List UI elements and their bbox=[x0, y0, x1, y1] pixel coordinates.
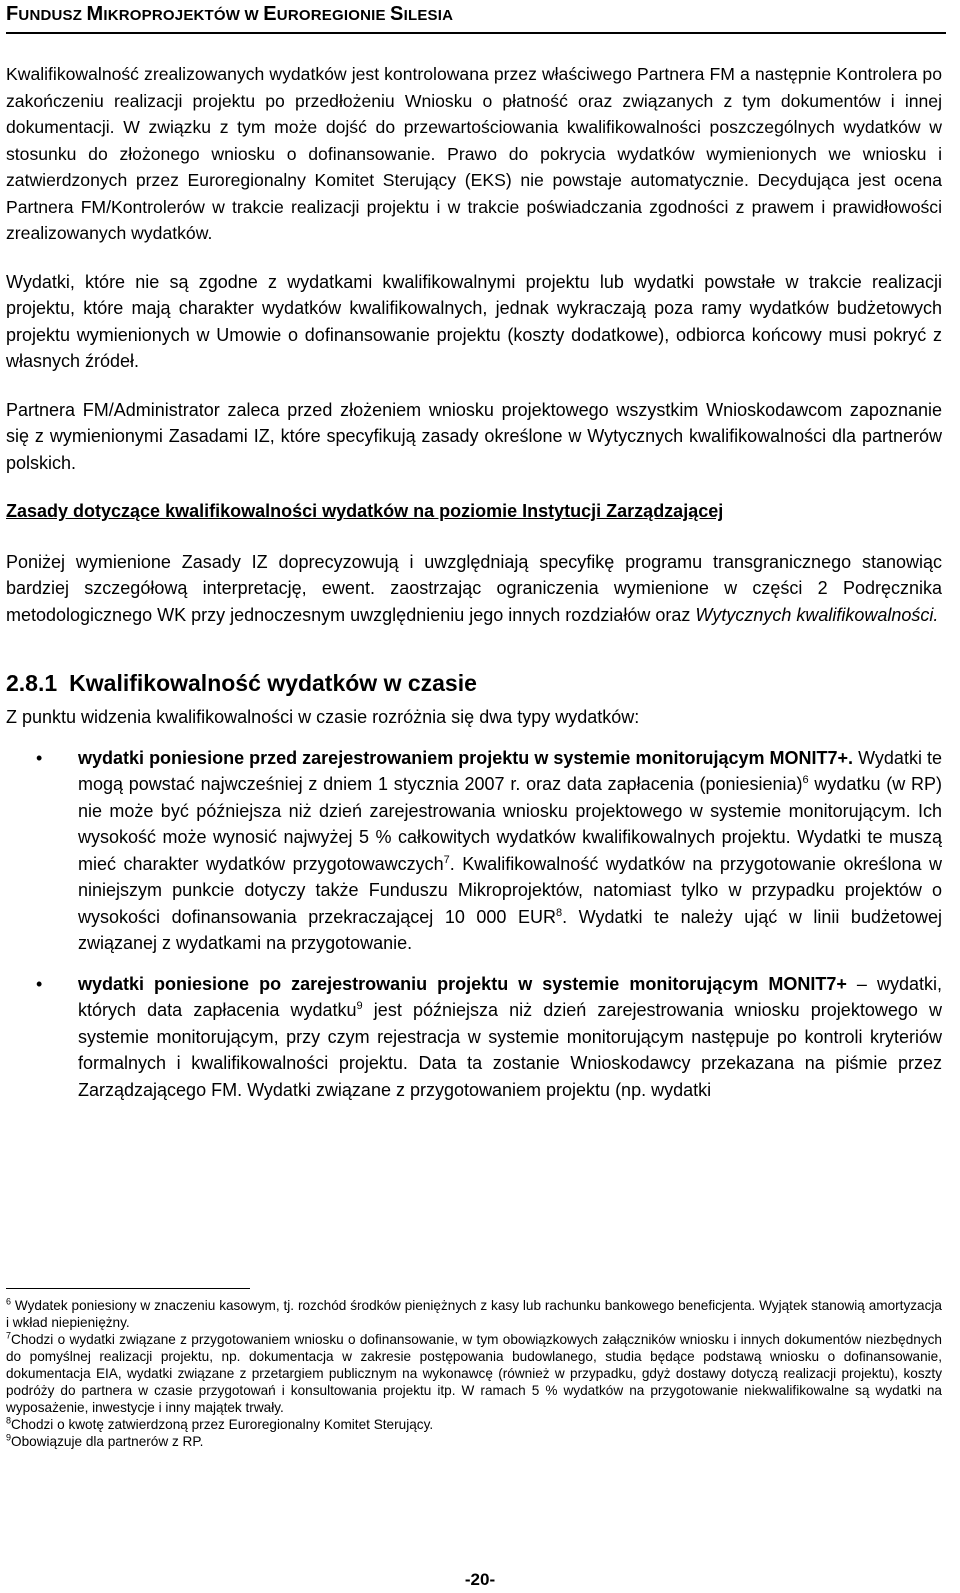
footnote-ref-7[interactable]: 7 bbox=[443, 853, 450, 866]
guidelines-title: Wytycznych kwalifikowalności. bbox=[695, 604, 939, 625]
subsection-title: Kwalifikowalność wydatków w czasie bbox=[69, 670, 477, 696]
footnote-ref-6[interactable]: 6 bbox=[802, 774, 809, 786]
list-item: • wydatki poniesione po zarejestrowaniu projektu w systemie monitorującym MONIT7+ – wydatki, których data zapłacenia wydatku$^9$ jest późniejsza niż dzień zarejestrowania wniosku projektowego w systemie monitorującym, przy czym rejestracja w systemie monitorującym następuje po kontroli kryteriów formalnych i kwalifikowalności projektu. Data ta zostanie Wnioskodawcy przekazana na piśmie przez Zarządzającego FM. Wydatki związane z przygotowaniem projektu (np. wydatki bbox=[6, 971, 942, 1104]
subsection-number: 2.8.1 bbox=[6, 670, 58, 696]
paragraph-eligibility-control: Kwalifikowalność zrealizowanych wydatków jest kontrolowana przez właściwego Partnera FM a następnie Kontrolera po zakończeniu realizacji projektu po przedłożeniu Wniosku o płatność oraz związanych z tym dokumentów i innej dokumentacji. W związku z tym może dojść do przewartościowania kwalifikowalności poszczególnych wydatków w stosunku do złożonego wniosku o dofinansowanie. Prawo do pokrycia wydatków wymienionych we wniosku i zatwierdzonych przez Euroregionalny Komitet Sterujący (EKS) nie powstaje automatycznie. Decydująca jest ocena Partnera FM/Kontrolerów w trakcie realizacji projektu i w trakcie poświadczania zgodności z prawem i prawidłowości zrealizowanych wydatków. bbox=[6, 64, 942, 243]
section-heading: Zasady dotyczące kwalifikowalności wydatków na poziomie Instytucji Zarządzającej bbox=[6, 501, 724, 521]
paragraph-additional-costs: Wydatki, które nie są zgodne z wydatkami kwalifikowalnymi projektu lub wydatki powstałe w trakcie realizacji projektu, które mają charakter wydatków kwalifikowalnych, jednak wykraczają poza ramy wydatków budżetowych projektu wymienionych w Umowie o dofinansowanie projektu (koszty dodatkowe), odbiorca końcowy musi pokryć z własnych źródeł. bbox=[6, 271, 942, 371]
footnote-7: $^7$Chodzi o wydatki związane z przygotowaniem wniosku o dofinansowanie, w tym obowiązkowych załączników wniosku i innych dokumentów niezbędnych do pomyślnej realizacji projektu, np. dokumentacja w zakresie postępowania budowlanego, studia będące podstawą wniosku o dofinansowanie, dokumentacja EIA, wydatki związane z przetargiem publicznym na wykonawcę (również w przypadku, gdyż dostawy dotyczą realizacji projektu), koszty podróży do partnera w czasie przygotowań i konsultowania projektu itp. W ramach 5 % wydatków na przygotowanie niekwalifikowalne są wydatki na wyposażenie, inwestycje i inny majątek trwały. bbox=[6, 1330, 942, 1415]
bullet-icon: • bbox=[36, 747, 43, 768]
bullet-icon: • bbox=[36, 973, 43, 994]
paragraph-recommendation: Partnera FM/Administrator zaleca przed złożeniem wniosku projektowego wszystkim Wnioskodawcom zapoznanie się z wymienionymi Zasadami IZ, które specyfikują zasady określone w Wytycznych kwalifikowalności dla partnerów polskich. bbox=[6, 399, 942, 473]
expense-types-list bbox=[6, 745, 942, 1104]
paragraph-rules-ia: Poniżej wymienione Zasady IZ doprecyzowują i uwzględniają specyfikę programu transgranicznego stanowiąc bardziej szczegółową interpretację, ewent. zaostrzając ograniczenia wymienione w części 2 Podręcznika metodologicznego WK przy jednoczesnym uwzględnieniu jego innych rozdziałów oraz Wytycznych kwalifikowalności. bbox=[6, 551, 942, 625]
footnote-9: $^9$Obowiązuje dla partnerów z RP. bbox=[6, 1432, 204, 1449]
intro-text: Z punktu widzenia kwalifikowalności w czasie rozróżnia się dwa typy wydatków: bbox=[6, 707, 640, 727]
footnote-8: $^8$Chodzi o kwotę zatwierdzoną przez Euroregionalny Komitet Sterujący. bbox=[6, 1415, 434, 1432]
footnote-ref-8[interactable]: 8 bbox=[556, 906, 563, 919]
list-item: • wydatki poniesione przed zarejestrowaniem projektu w systemie monitorującym MONIT7+. Wydatki te mogą powstać najwcześniej z dniem 1 stycznia 2007 r. oraz data zapłacenia (poniesienia)$^6$ wydatku (w RP) nie może być późniejsza niż dzień zarejestrowania wniosku projektowego w systemie monitorującym. Ich wysokość może wynosić najwyżej 5 % całkowitych wydatków kwalifikowalnych projektu. Wydatki te muszą mieć charakter wydatków przygotowawczych$^7$. Kwalifikowalność wydatków na przygotowanie określona w niniejszym punkcie dotyczy także Funduszu Mikroprojektów, natomiast tylko w przypadku projektów o wysokości dofinansowania przekraczającej 10 000 EUR$^8$. Wydatki te należy ująć w linii budżetowej związanej z wydatkami na przygotowanie. bbox=[6, 745, 942, 957]
header-title: FUNDUSZ MIKROPROJEKTÓW W EUROREGIONIE SILESIA bbox=[6, 3, 454, 25]
main-content bbox=[6, 61, 942, 1103]
footnote-6: $^6$ Wydatek poniesiony w znaczeniu kasowym, tj. rozchód środków pieniężnych z kasy lub rachunku bankowego beneficjenta. Wyjątek stanowią amortyzacja i wkład niepieniężny. bbox=[6, 1296, 942, 1330]
running-header bbox=[6, 0, 946, 34]
footnotes bbox=[6, 1288, 942, 1450]
footnote-divider bbox=[6, 1288, 250, 1289]
subsection-heading bbox=[6, 668, 942, 698]
page-number: -20- bbox=[464, 1570, 496, 1589]
footnote-ref-9[interactable]: 9 bbox=[356, 1000, 363, 1012]
